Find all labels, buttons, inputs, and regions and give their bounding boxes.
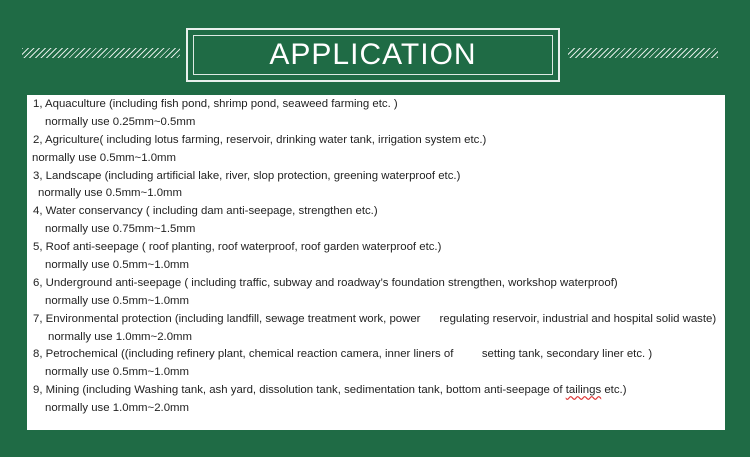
list-item-text-end: etc.) — [601, 384, 627, 397]
title-inner-border — [193, 35, 553, 75]
title-frame — [186, 28, 560, 82]
usage-note: normally use 1.0mm~2.0mm — [45, 402, 190, 415]
header-banner — [0, 0, 750, 95]
page-title: APPLICATION — [269, 38, 477, 71]
list-item: 4, Water conservancy ( including dam anti-seepage, strengthen etc.) — [33, 205, 378, 218]
list-item-text: 9, Mining (including Washing tank, ash yard, dissolution tank, sedimentation tank, bottom anti-seepage of — [33, 384, 566, 397]
list-item: 6, Underground anti-seepage ( including traffic, subway and roadway’s foundation strengthen, workshop waterproof) — [33, 276, 618, 289]
spellcheck-marked-word: tailings — [565, 384, 602, 397]
list-item: 7, Environmental protection (including landfill, sewage treatment work, power regulating reservoir, industrial and hospital solid waste) — [33, 312, 717, 325]
list-item: 5, Roof anti-seepage ( roof planting, roof waterproof, roof garden waterproof etc.) — [33, 241, 442, 254]
usage-note: normally use 0.25mm~0.5mm — [45, 115, 196, 128]
decorative-hatch-left — [22, 48, 180, 58]
usage-note: normally use 0.5mm~1.0mm — [45, 294, 190, 307]
decorative-hatch-right — [568, 48, 718, 58]
usage-note: normally use 0.5mm~1.0mm — [38, 187, 183, 200]
list-item — [27, 382, 725, 400]
usage-note: normally use 0.75mm~1.5mm — [45, 223, 196, 236]
usage-note: normally use 1.0mm~2.0mm — [48, 330, 193, 343]
list-item: 3, Landscape (including artificial lake, river, slop protection, greening waterproof etc.) — [33, 169, 461, 182]
usage-note: normally use 0.5mm~1.0mm — [45, 259, 190, 272]
list-item: 8, Petrochemical ((including refinery plant, chemical reaction camera, inner liners of setting tank, secondary liner etc. ) — [33, 348, 653, 361]
list-item: 1, Aquaculture (including fish pond, shrimp pond, seaweed farming etc. ) — [33, 98, 398, 110]
usage-note: normally use 0.5mm~1.0mm — [45, 366, 190, 379]
usage-note: normally use 0.5mm~1.0mm — [32, 151, 177, 164]
application-list — [27, 96, 725, 418]
list-item: 2, Agriculture( including lotus farming, reservoir, drinking water tank, irrigation system etc.) — [33, 133, 487, 146]
application-list-panel — [27, 95, 725, 430]
